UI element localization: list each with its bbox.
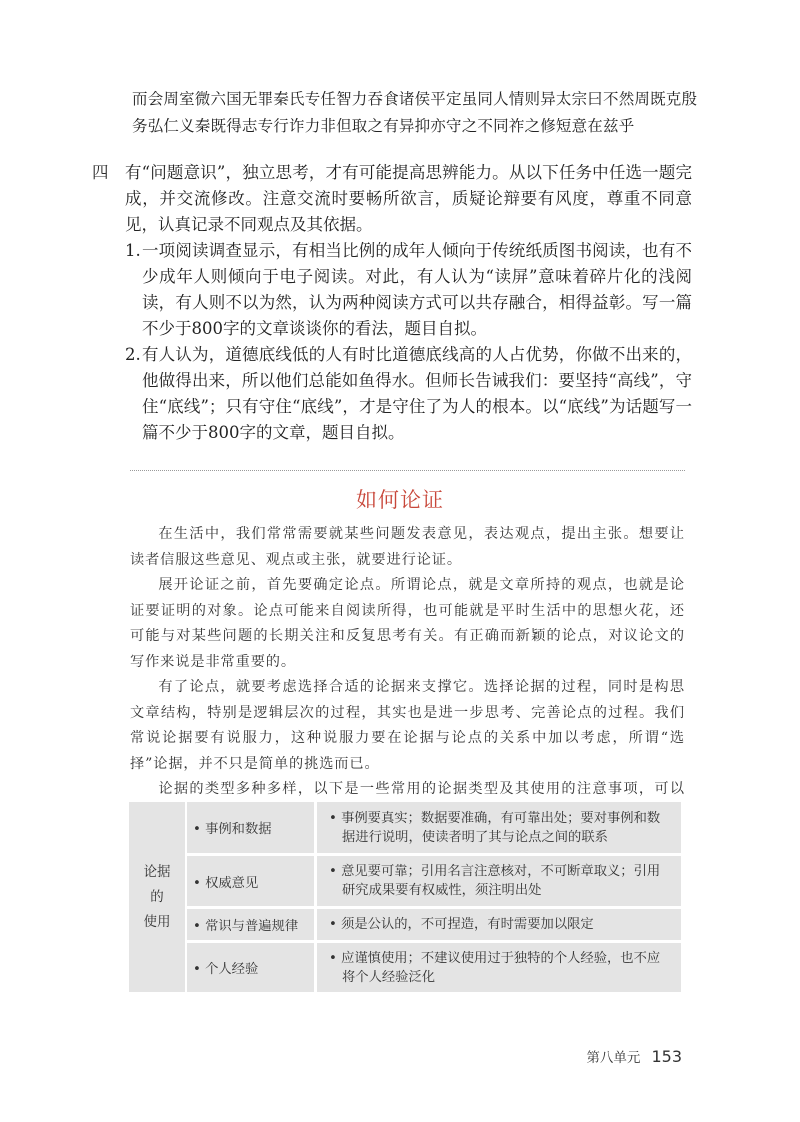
evidence-type: • 事例和数据: [187, 802, 317, 853]
table-row: [187, 802, 681, 856]
evidence-note: • 应谨慎使用；不建议使用过于独特的个人经验，也不应将个人经验泛化: [329, 950, 661, 985]
page-footer: [586, 1046, 682, 1066]
page-number: 153: [651, 1047, 682, 1066]
task-item: [125, 238, 692, 342]
exercise-section-4: [92, 160, 692, 446]
section-number: 四: [92, 163, 109, 182]
evidence-type: • 权威意见: [187, 856, 317, 906]
task-number: 1.: [125, 241, 141, 260]
evidence-type: • 常识与普遍规律: [187, 909, 317, 940]
table-row: [187, 943, 681, 992]
classical-text-line: 而会周室微六国无罪秦氏专任智力吞食诸侯平定虽同人情则异太宗曰不然周既克殷: [132, 90, 698, 108]
table-row: [187, 856, 681, 909]
classical-text-line: 务弘仁义秦既得志专行诈力非但取之有异抑亦守之不同祚之修短意在兹乎: [132, 117, 635, 135]
essay-body: [130, 522, 685, 828]
paragraph: 在生活中，我们常常需要就某些问题发表意见，表达观点，提出主张。想要让读者信服这些意见、观点或主张，就要进行论证。: [130, 526, 685, 568]
category-label: 使用: [143, 913, 171, 930]
table-category-cell: [129, 802, 185, 992]
evidence-table: [129, 802, 681, 992]
table-row: [187, 909, 681, 943]
task-item: [125, 342, 692, 446]
task-number: 2.: [125, 345, 141, 364]
evidence-type: • 个人经验: [187, 943, 317, 992]
paragraph: 展开论证之前，首先要确定论点。所谓论点，就是文章所持的观点，也就是论证要证明的对象。论点可能来自阅读所得，也可能就是平时生活中的思想火花，还可能与对某些问题的长期关注和反复思考有关。有正确而新颖的论点，对议论文的写作来说是非常重要的。: [130, 577, 685, 670]
paragraph: 论据的类型多种多样，以下是一些常用的论据类型及其使用的注意事项，可以: [158, 781, 685, 797]
evidence-note: • 意见要可靠；引用名言注意核对，不可断章取义；引用研究成果要有权威性，须注明出处: [329, 864, 661, 898]
evidence-note: • 须是公认的，不可捏造，有时需要加以限定: [329, 917, 594, 932]
task-text: 有人认为，道德底线低的人有时比道德底线高的人占优势，你做不出来的，他做得出来，所以他们总能如鱼得水。但师长告诫我们：要坚持“高线”，守住“底线”；只有守住“底线”，才是守住了为人的根本。以“底线”为话题写一篇不少于800字的文章，题目自拟。: [142, 345, 692, 442]
evidence-note: • 事例要真实；数据要准确，有可靠出处；要对事例和数据进行说明，使读者明了其与论点之间的联系: [329, 810, 661, 845]
dotted-divider: [130, 470, 685, 471]
section-intro: 有“问题意识”，独立思考，才有可能提高思辨能力。从以下任务中任选一题完成，并交流修改。注意交流时要畅所欲言，质疑论辩要有风度，尊重不同意见，认真记录不同观点及其依据。: [125, 163, 692, 234]
classical-text-block: [132, 86, 698, 140]
category-label: 论据: [143, 863, 171, 880]
paragraph: 有了论点，就要考虑选择合适的论据来支撑它。选择论据的过程，同时是构思文章结构，特别是逻辑层次的过程，其实也是进一步思考、完善论点的过程。我们常说论据要有说服力，这种说服力要在论据与论点的关系中加以考虑，所谓“选择”论据，并不只是简单的挑选而已。: [130, 679, 685, 772]
task-text: 一项阅读调查显示，有相当比例的成年人倾向于传统纸质图书阅读，也有不少成年人则倾向于电子阅读。对此，有人认为“读屏”意味着碎片化的浅阅读，有人则不以为然，认为两种阅读方式可以共存融合，相得益彰。写一篇不少于800字的文章谈谈你的看法，题目自拟。: [142, 241, 692, 338]
section-heading: 如何论证: [356, 488, 444, 512]
category-label: 的: [150, 888, 164, 905]
unit-label: 第八单元: [586, 1050, 641, 1066]
